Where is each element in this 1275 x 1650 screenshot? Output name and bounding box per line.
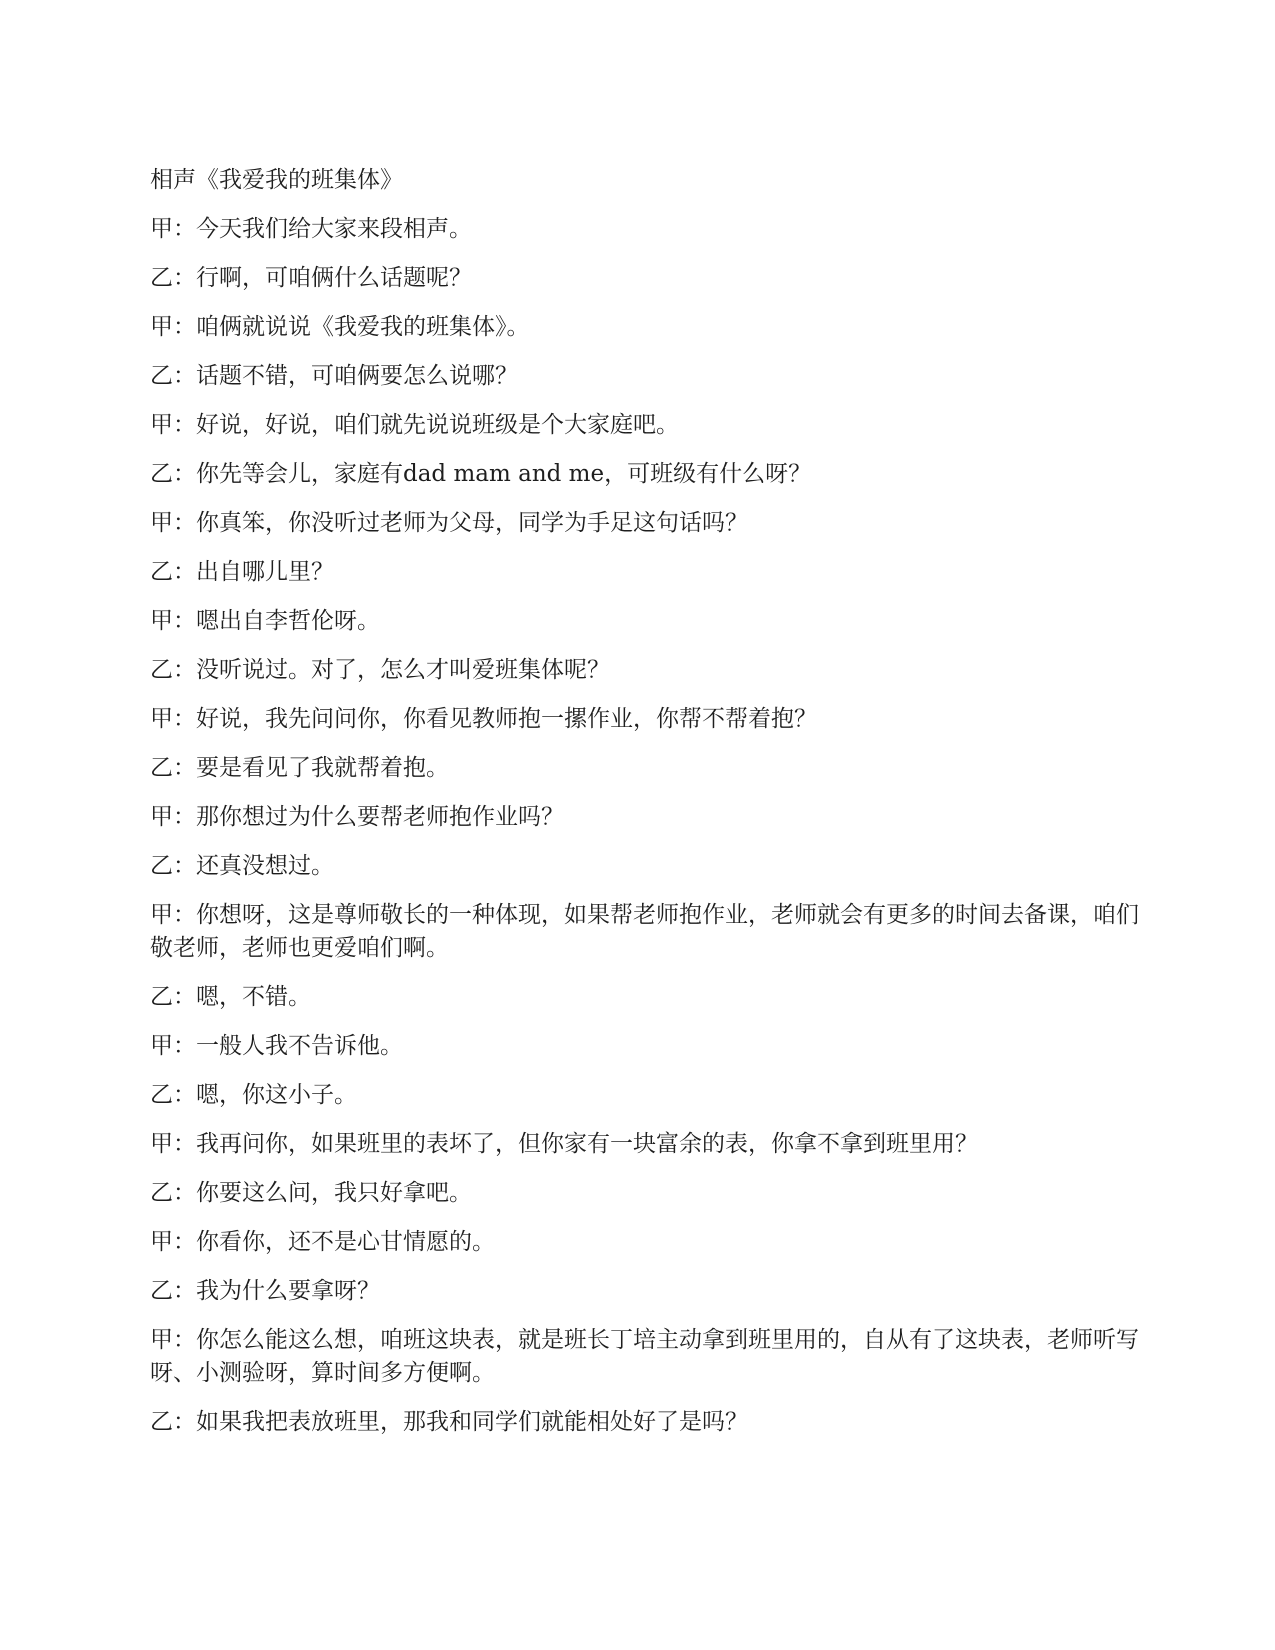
dialogue-line-4: 乙：话题不错，可咱俩要怎么说哪？ bbox=[150, 363, 518, 389]
dialogue-line-2: 乙：行啊，可咱俩什么话题呢？ bbox=[150, 265, 472, 291]
dialogue-line-6: 乙：你先等会儿，家庭有dad mam and me，可班级有什么呀？ bbox=[150, 461, 812, 487]
dialogue-line-1: 甲：今天我们给大家来段相声。 bbox=[150, 216, 472, 242]
dialogue-line-9: 甲：嗯出自李哲伦呀。 bbox=[150, 608, 380, 634]
document-body bbox=[150, 164, 1140, 1455]
dialogue-line-11: 甲：好说，我先问问你，你看见教师抱一摞作业，你帮不帮着抱？ bbox=[150, 706, 817, 732]
dialogue-line-5: 甲：好说，好说，咱们就先说说班级是个大家庭吧。 bbox=[150, 412, 679, 438]
dialogue-line-14: 乙：还真没想过。 bbox=[150, 853, 334, 879]
dialogue-line-17: 甲：一般人我不告诉他。 bbox=[150, 1033, 403, 1059]
dialogue-line-12: 乙：要是看见了我就帮着抱。 bbox=[150, 755, 449, 781]
dialogue-line-22: 乙：我为什么要拿呀？ bbox=[150, 1278, 380, 1304]
dialogue-line-23: 甲：你怎么能这么想，咱班这块表，就是班长丁培主动拿到班里用的，自从有了这块表，老师听写呀、小测验呀，算时间多方便啊。 bbox=[150, 1327, 1139, 1386]
dialogue-line-13: 甲：那你想过为什么要帮老师抱作业吗？ bbox=[150, 804, 564, 830]
document-title: 相声《我爱我的班集体》 bbox=[150, 167, 403, 193]
dialogue-line-20: 乙：你要这么问，我只好拿吧。 bbox=[150, 1180, 472, 1206]
dialogue-line-3: 甲：咱俩就说说《我爱我的班集体》。 bbox=[150, 314, 530, 340]
dialogue-line-24: 乙：如果我把表放班里，那我和同学们就能相处好了是吗？ bbox=[150, 1409, 748, 1435]
dialogue-line-21: 甲：你看你，还不是心甘情愿的。 bbox=[150, 1229, 495, 1255]
dialogue-line-16: 乙：嗯，不错。 bbox=[150, 984, 311, 1010]
dialogue-line-18: 乙：嗯，你这小子。 bbox=[150, 1082, 357, 1108]
dialogue-line-10: 乙：没听说过。对了，怎么才叫爱班集体呢？ bbox=[150, 657, 610, 683]
dialogue-line-8: 乙：出自哪儿里？ bbox=[150, 559, 334, 585]
dialogue-line-15: 甲：你想呀，这是尊师敬长的一种体现，如果帮老师抱作业，老师就会有更多的时间去备课，咱们敬老师，老师也更爱咱们啊。 bbox=[150, 902, 1139, 961]
dialogue-line-7: 甲：你真笨，你没听过老师为父母，同学为手足这句话吗？ bbox=[150, 510, 748, 536]
dialogue-line-19: 甲：我再问你，如果班里的表坏了，但你家有一块富余的表，你拿不拿到班里用？ bbox=[150, 1131, 978, 1157]
